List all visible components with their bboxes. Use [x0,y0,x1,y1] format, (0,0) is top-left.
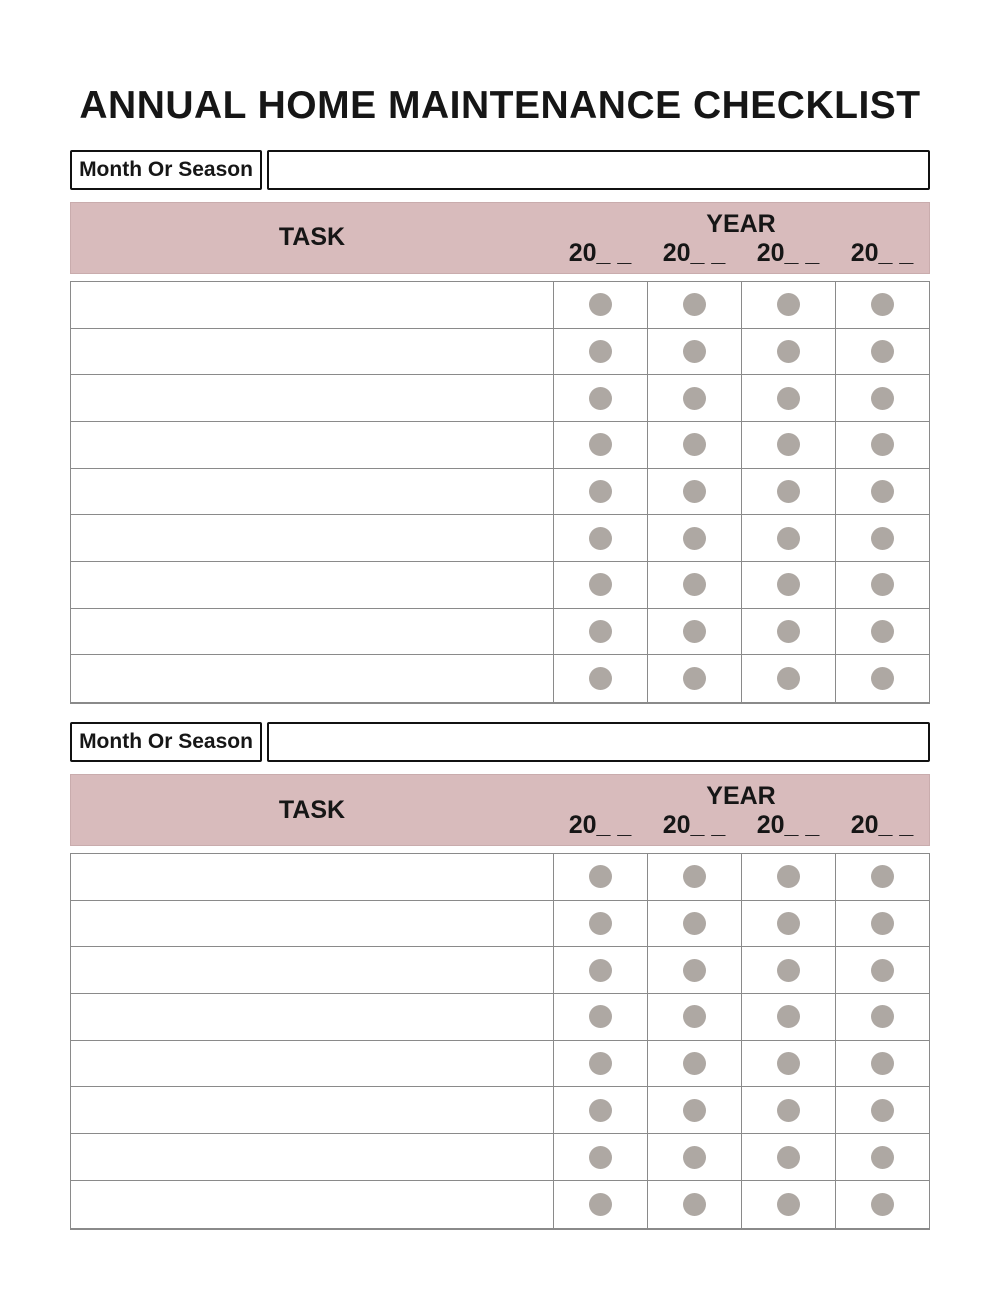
table-row [71,1087,929,1134]
year-check-cell[interactable] [741,854,835,900]
check-dot-icon[interactable] [777,1052,800,1075]
check-dot-icon[interactable] [589,959,612,982]
year-columns [553,811,929,840]
year-check-cell[interactable] [741,282,835,328]
check-dot-icon[interactable] [871,387,894,410]
year-check-cell[interactable] [741,655,835,702]
year-check-cell[interactable] [741,422,835,468]
check-dot-icon[interactable] [777,527,800,550]
task-cell[interactable] [71,901,553,947]
check-dot-icon[interactable] [777,912,800,935]
checklist-section-2 [70,722,930,1230]
table-header [70,774,930,846]
check-dot-icon[interactable] [683,1099,706,1122]
table-row [71,1134,929,1181]
year-check-cell[interactable] [835,1087,929,1133]
year-check-cell[interactable] [741,901,835,947]
table-row [71,375,929,422]
check-dot-icon[interactable] [777,573,800,596]
table-row [71,282,929,329]
check-dot-icon[interactable] [777,959,800,982]
check-dot-icon[interactable] [777,667,800,690]
check-dot-icon[interactable] [871,865,894,888]
year-check-cell[interactable] [835,854,929,900]
year-check-cell[interactable] [553,609,647,655]
check-dot-icon[interactable] [589,1052,612,1075]
year-blank-label: 20_ _ [850,238,914,267]
year-check-cell[interactable] [741,1181,835,1228]
task-cell[interactable] [71,1041,553,1087]
year-check-cell[interactable] [553,422,647,468]
check-dot-icon[interactable] [589,387,612,410]
check-dot-icon[interactable] [683,527,706,550]
year-check-cell[interactable] [741,1041,835,1087]
check-dot-icon[interactable] [777,1193,800,1216]
year-check-cell[interactable] [835,562,929,608]
task-cell[interactable] [71,947,553,993]
check-dot-icon[interactable] [777,387,800,410]
year-check-cell[interactable] [647,609,741,655]
check-dot-icon[interactable] [589,667,612,690]
year-header-group [553,775,929,845]
check-dot-icon[interactable] [777,293,800,316]
check-dot-icon[interactable] [871,1193,894,1216]
month-or-season-label: Month Or Season [70,722,262,762]
check-dot-icon[interactable] [683,573,706,596]
year-check-cell[interactable] [835,947,929,993]
table-row [71,1041,929,1088]
check-dot-icon[interactable] [683,1052,706,1075]
check-dot-icon[interactable] [683,959,706,982]
check-dot-icon[interactable] [871,620,894,643]
check-dot-icon[interactable] [871,480,894,503]
task-cell[interactable] [71,1181,553,1228]
year-check-cell[interactable] [553,947,647,993]
year-check-cell[interactable] [553,1041,647,1087]
year-check-cell[interactable] [741,515,835,561]
task-cell[interactable] [71,994,553,1040]
year-blank-label: 20_ _ [756,238,820,267]
page-title: ANNUAL HOME MAINTENANCE CHECKLIST [79,84,921,127]
check-dot-icon[interactable] [683,1146,706,1169]
check-dot-icon[interactable] [589,1005,612,1028]
year-check-cell[interactable] [835,329,929,375]
year-blank-label: 20_ _ [662,238,726,267]
year-check-cell[interactable] [553,901,647,947]
check-dot-icon[interactable] [589,340,612,363]
year-check-cell[interactable] [741,947,835,993]
check-dot-icon[interactable] [589,1193,612,1216]
year-check-cell[interactable] [647,562,741,608]
check-dot-icon[interactable] [871,1099,894,1122]
year-check-cell[interactable] [835,1041,929,1087]
table-row [71,854,929,901]
year-check-cell[interactable] [647,655,741,702]
year-check-cell[interactable] [741,329,835,375]
year-check-cell[interactable] [553,562,647,608]
year-check-cell[interactable] [835,515,929,561]
table-row [71,562,929,609]
year-check-cell[interactable] [741,469,835,515]
year-header: YEAR [706,782,776,811]
year-check-cell[interactable] [553,1134,647,1180]
year-check-cell[interactable] [647,1181,741,1228]
check-dot-icon[interactable] [871,1146,894,1169]
year-check-cell[interactable] [835,375,929,421]
year-check-cell[interactable] [647,375,741,421]
table-row [71,1181,929,1228]
check-dot-icon[interactable] [683,340,706,363]
year-columns [553,239,929,268]
check-dot-icon[interactable] [683,1193,706,1216]
year-check-cell[interactable] [647,469,741,515]
year-check-cell[interactable] [835,422,929,468]
checklist-table [70,281,930,704]
year-check-cell[interactable] [647,854,741,900]
year-check-cell[interactable] [553,1181,647,1228]
check-dot-icon[interactable] [871,433,894,456]
year-check-cell[interactable] [835,469,929,515]
year-check-cell[interactable] [553,469,647,515]
check-dot-icon[interactable] [589,620,612,643]
check-dot-icon[interactable] [589,1146,612,1169]
year-check-cell[interactable] [741,375,835,421]
year-check-cell[interactable] [741,994,835,1040]
check-dot-icon[interactable] [871,340,894,363]
year-check-cell[interactable] [647,282,741,328]
check-dot-icon[interactable] [871,959,894,982]
task-cell[interactable] [71,422,553,468]
task-cell[interactable] [71,1087,553,1133]
year-check-cell[interactable] [553,282,647,328]
year-check-cell[interactable] [741,562,835,608]
task-cell[interactable] [71,562,553,608]
check-dot-icon[interactable] [871,1052,894,1075]
task-cell[interactable] [71,854,553,900]
task-cell[interactable] [71,515,553,561]
year-check-cell[interactable] [741,1087,835,1133]
check-dot-icon[interactable] [871,527,894,550]
check-dot-icon[interactable] [683,667,706,690]
check-dot-icon[interactable] [777,1146,800,1169]
check-dot-icon[interactable] [683,865,706,888]
check-dot-icon[interactable] [871,667,894,690]
check-dot-icon[interactable] [777,340,800,363]
year-check-cell[interactable] [647,1041,741,1087]
table-row [71,901,929,948]
check-dot-icon[interactable] [683,293,706,316]
task-cell[interactable] [71,1134,553,1180]
year-check-cell[interactable] [835,282,929,328]
year-check-cell[interactable] [647,1134,741,1180]
checklist-section-1 [70,150,930,704]
check-dot-icon[interactable] [589,527,612,550]
check-dot-icon[interactable] [683,387,706,410]
table-row [71,422,929,469]
month-row [70,722,930,762]
year-blank-label: 20_ _ [568,238,632,267]
year-check-cell[interactable] [647,515,741,561]
year-check-cell[interactable] [835,994,929,1040]
check-dot-icon[interactable] [683,1005,706,1028]
check-dot-icon[interactable] [871,912,894,935]
check-dot-icon[interactable] [777,865,800,888]
check-dot-icon[interactable] [777,1005,800,1028]
year-check-cell[interactable] [647,947,741,993]
task-cell[interactable] [71,469,553,515]
check-dot-icon[interactable] [777,620,800,643]
year-check-cell[interactable] [647,329,741,375]
checklist-table [70,853,930,1230]
task-cell[interactable] [71,375,553,421]
year-header: YEAR [706,209,776,238]
table-row [71,994,929,1041]
check-dot-icon[interactable] [589,865,612,888]
table-row [71,329,929,376]
table-row [71,469,929,516]
year-check-cell[interactable] [835,1134,929,1180]
year-check-cell[interactable] [647,1087,741,1133]
year-check-cell[interactable] [835,655,929,702]
year-check-cell[interactable] [553,854,647,900]
check-dot-icon[interactable] [589,293,612,316]
year-check-cell[interactable] [647,901,741,947]
table-row [71,609,929,656]
check-dot-icon[interactable] [589,480,612,503]
year-check-cell[interactable] [553,655,647,702]
year-check-cell[interactable] [741,609,835,655]
table-row [71,947,929,994]
year-check-cell[interactable] [553,375,647,421]
year-check-cell[interactable] [741,1134,835,1180]
year-check-cell[interactable] [553,994,647,1040]
check-dot-icon[interactable] [777,1099,800,1122]
year-check-cell[interactable] [553,515,647,561]
table-header [70,202,930,274]
check-dot-icon[interactable] [589,573,612,596]
check-dot-icon[interactable] [683,912,706,935]
task-cell[interactable] [71,655,553,702]
task-cell[interactable] [71,282,553,328]
check-dot-icon[interactable] [683,620,706,643]
check-dot-icon[interactable] [589,433,612,456]
year-blank-label: 20_ _ [850,811,914,840]
month-row [70,150,930,190]
check-dot-icon[interactable] [683,480,706,503]
check-dot-icon[interactable] [871,293,894,316]
check-dot-icon[interactable] [871,1005,894,1028]
year-check-cell[interactable] [647,422,741,468]
check-dot-icon[interactable] [777,433,800,456]
check-dot-icon[interactable] [589,1099,612,1122]
table-row [71,515,929,562]
check-dot-icon[interactable] [589,912,612,935]
year-blank-label: 20_ _ [662,811,726,840]
check-dot-icon[interactable] [777,480,800,503]
month-or-season-input[interactable] [267,150,930,190]
table-row [71,655,929,702]
year-check-cell[interactable] [647,994,741,1040]
year-header-group [553,203,929,273]
year-blank-label: 20_ _ [756,811,820,840]
task-column-header: TASK [278,223,346,252]
check-dot-icon[interactable] [871,573,894,596]
month-or-season-label: Month Or Season [70,150,262,190]
year-check-cell[interactable] [553,1087,647,1133]
task-cell[interactable] [71,329,553,375]
month-or-season-input[interactable] [267,722,930,762]
check-dot-icon[interactable] [683,433,706,456]
year-check-cell[interactable] [553,329,647,375]
year-blank-label: 20_ _ [568,811,632,840]
task-column-header: TASK [278,795,346,824]
year-check-cell[interactable] [835,609,929,655]
year-check-cell[interactable] [835,901,929,947]
year-check-cell[interactable] [835,1181,929,1228]
task-cell[interactable] [71,609,553,655]
